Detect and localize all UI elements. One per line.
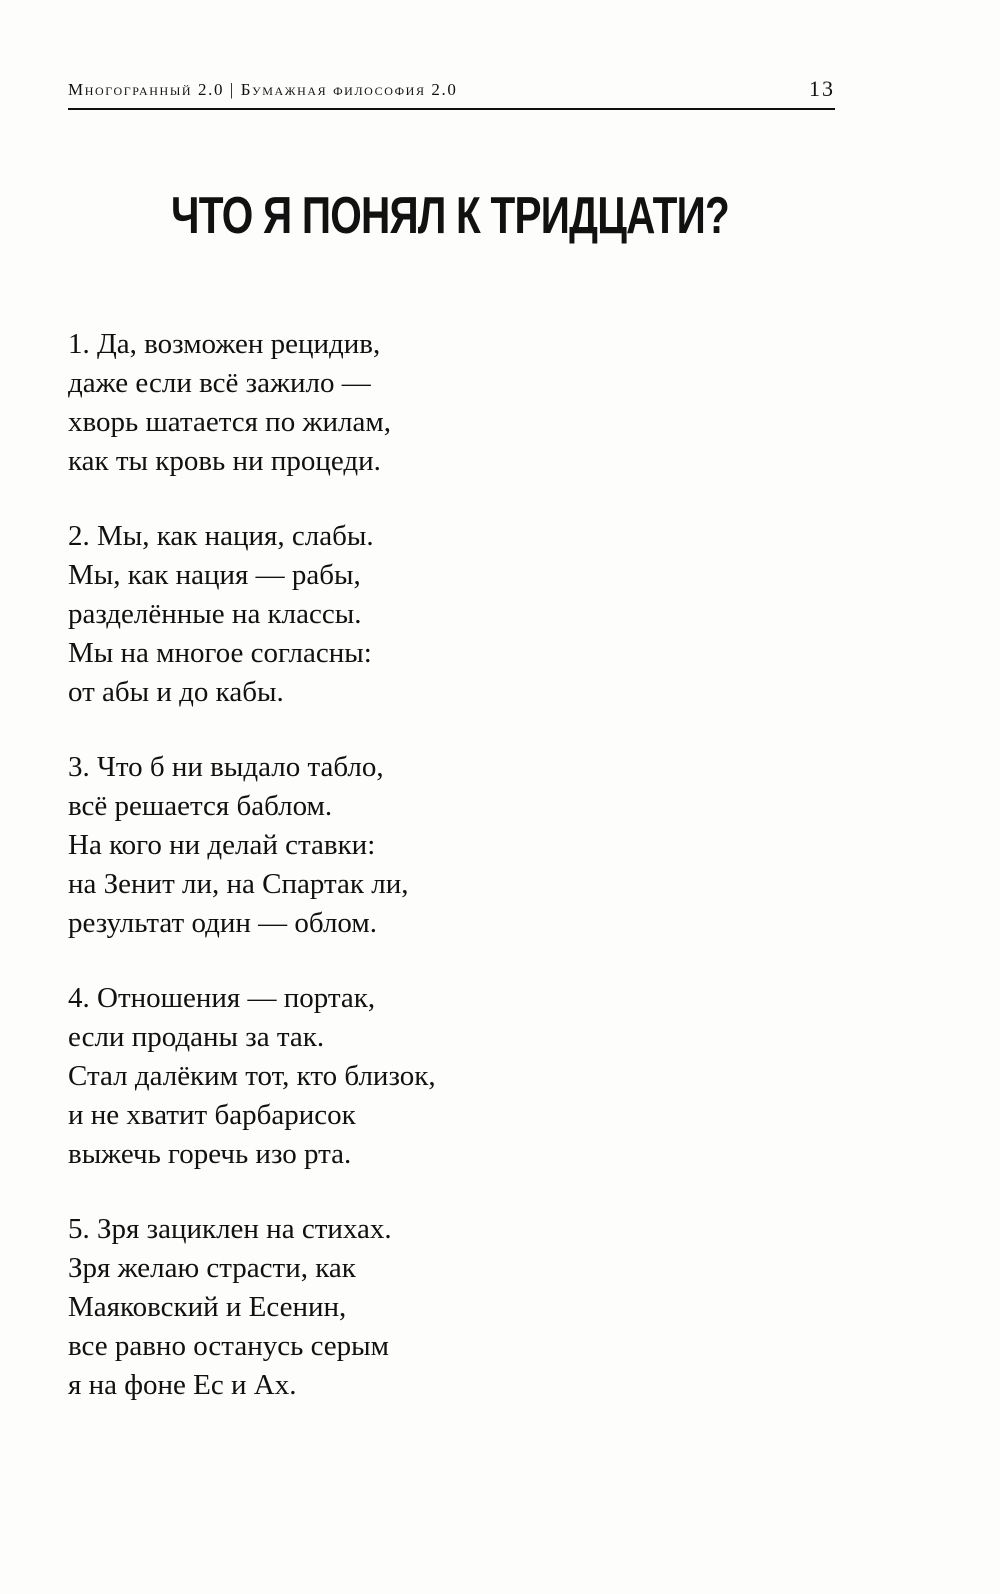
poem-line: если проданы за так. bbox=[68, 1021, 325, 1053]
poem-line: Маяковский и Есенин, bbox=[68, 1291, 347, 1323]
running-head bbox=[68, 78, 835, 110]
poem-line: На кого ни делай ставки: bbox=[68, 829, 376, 861]
stanza-3 bbox=[68, 748, 668, 943]
poem-line: от абы и до кабы. bbox=[68, 676, 284, 708]
poem-line: даже если всё зажило — bbox=[68, 367, 371, 399]
poem-line: Стал далёким тот, кто близок, bbox=[68, 1060, 436, 1092]
poem-line: Зря желаю страсти, как bbox=[68, 1252, 356, 1284]
poem-title: ЧТО Я ПОНЯЛ К ТРИДЦАТИ? bbox=[171, 187, 729, 245]
running-head-title: Многогранный 2.0 | Бумажная философия 2.0 bbox=[68, 80, 458, 99]
poem-line: результат один — облом. bbox=[68, 907, 377, 939]
poem-line: все равно останусь серым bbox=[68, 1330, 389, 1362]
poem-line: я на фоне Ес и Ах. bbox=[68, 1369, 297, 1401]
poem-line: хворь шатается по жилам, bbox=[68, 406, 391, 438]
poem-line: как ты кровь ни процеди. bbox=[68, 445, 381, 477]
page-number: 13 bbox=[809, 76, 835, 101]
poem-line: на Зенит ли, на Спартак ли, bbox=[68, 868, 409, 900]
stanza-5 bbox=[68, 1210, 668, 1405]
poem-body bbox=[68, 325, 668, 1441]
poem-line: всё решается баблом. bbox=[68, 790, 333, 822]
poem-line: разделённые на классы. bbox=[68, 598, 362, 630]
stanza-4 bbox=[68, 979, 668, 1174]
poem-line: Мы на многое согласны: bbox=[68, 637, 372, 669]
poem-line: 3. Что б ни выдало табло, bbox=[68, 751, 384, 783]
stanza-1 bbox=[68, 325, 668, 481]
poem-line: и не хватит барбарисок bbox=[68, 1099, 356, 1131]
poem-line: 4. Отношения — портак, bbox=[68, 982, 376, 1014]
poem-line: 2. Мы, как нация, слабы. bbox=[68, 520, 374, 552]
poem-line: Мы, как нация — рабы, bbox=[68, 559, 361, 591]
poem-line: выжечь горечь изо рта. bbox=[68, 1138, 352, 1170]
poem-line: 5. Зря зациклен на стихах. bbox=[68, 1213, 392, 1245]
poem-line: 1. Да, возможен рецидив, bbox=[68, 328, 381, 360]
stanza-2 bbox=[68, 517, 668, 712]
